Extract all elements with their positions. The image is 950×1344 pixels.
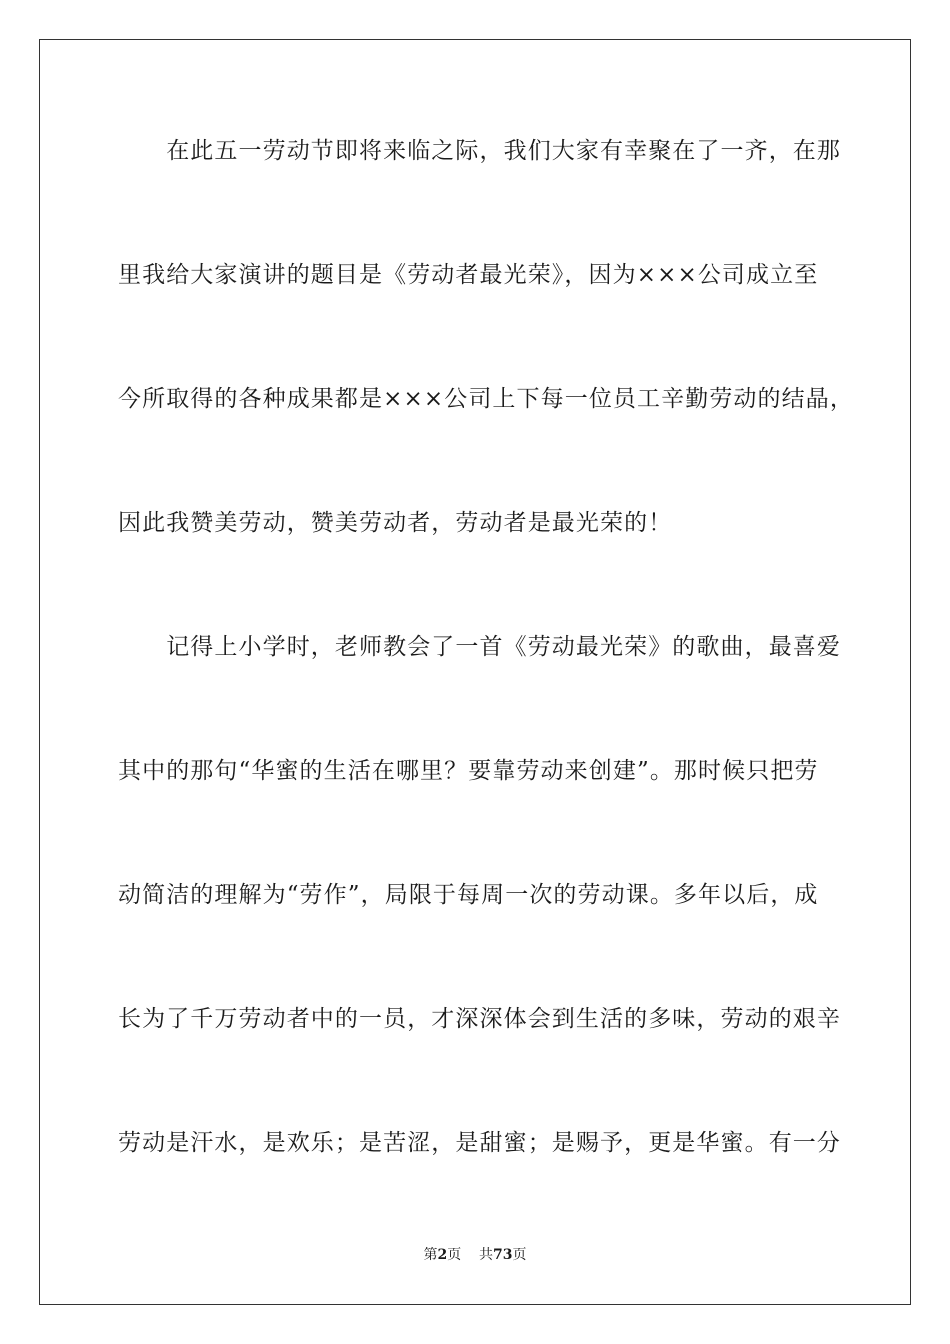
text-line: 劳动是汗水，是欢乐；是苦涩，是甜蜜；是赐予，更是华蜜。有一分 (118, 1130, 841, 1156)
text-line: 因此我赞美劳动，赞美劳动者，劳动者是最光荣的！ (118, 510, 673, 536)
text-line: 今所取得的各种成果都是×××公司上下每一位员工辛勤劳动的结晶， (118, 386, 854, 412)
total-pages: 73 (493, 1247, 513, 1263)
page-border (39, 39, 911, 1305)
page-suffix: 页 (447, 1247, 462, 1263)
total-prefix: 共 (479, 1247, 494, 1263)
text-line: 记得上小学时，老师教会了一首《劳动最光荣》的歌曲，最喜爱 (118, 634, 841, 660)
total-suffix: 页 (512, 1247, 527, 1263)
text-line: 在此五一劳动节即将来临之际，我们大家有幸聚在了一齐，在那 (118, 138, 841, 164)
text-line: 动简洁的理解为“劳作”，局限于每周一次的劳动课。多年以后，成 (118, 882, 819, 908)
text-line: 长为了千万劳动者中的一员，才深深体会到生活的多味，劳动的艰辛 (118, 1006, 841, 1032)
page-prefix: 第 (423, 1247, 438, 1263)
page-number: 2 (437, 1247, 448, 1263)
text-line: 里我给大家演讲的题目是《劳动者最光荣》，因为×××公司成立至 (118, 262, 819, 288)
page-footer (0, 1246, 950, 1264)
text-line: 其中的那句“华蜜的生活在哪里？要靠劳动来创建”。那时候只把劳 (118, 758, 819, 784)
